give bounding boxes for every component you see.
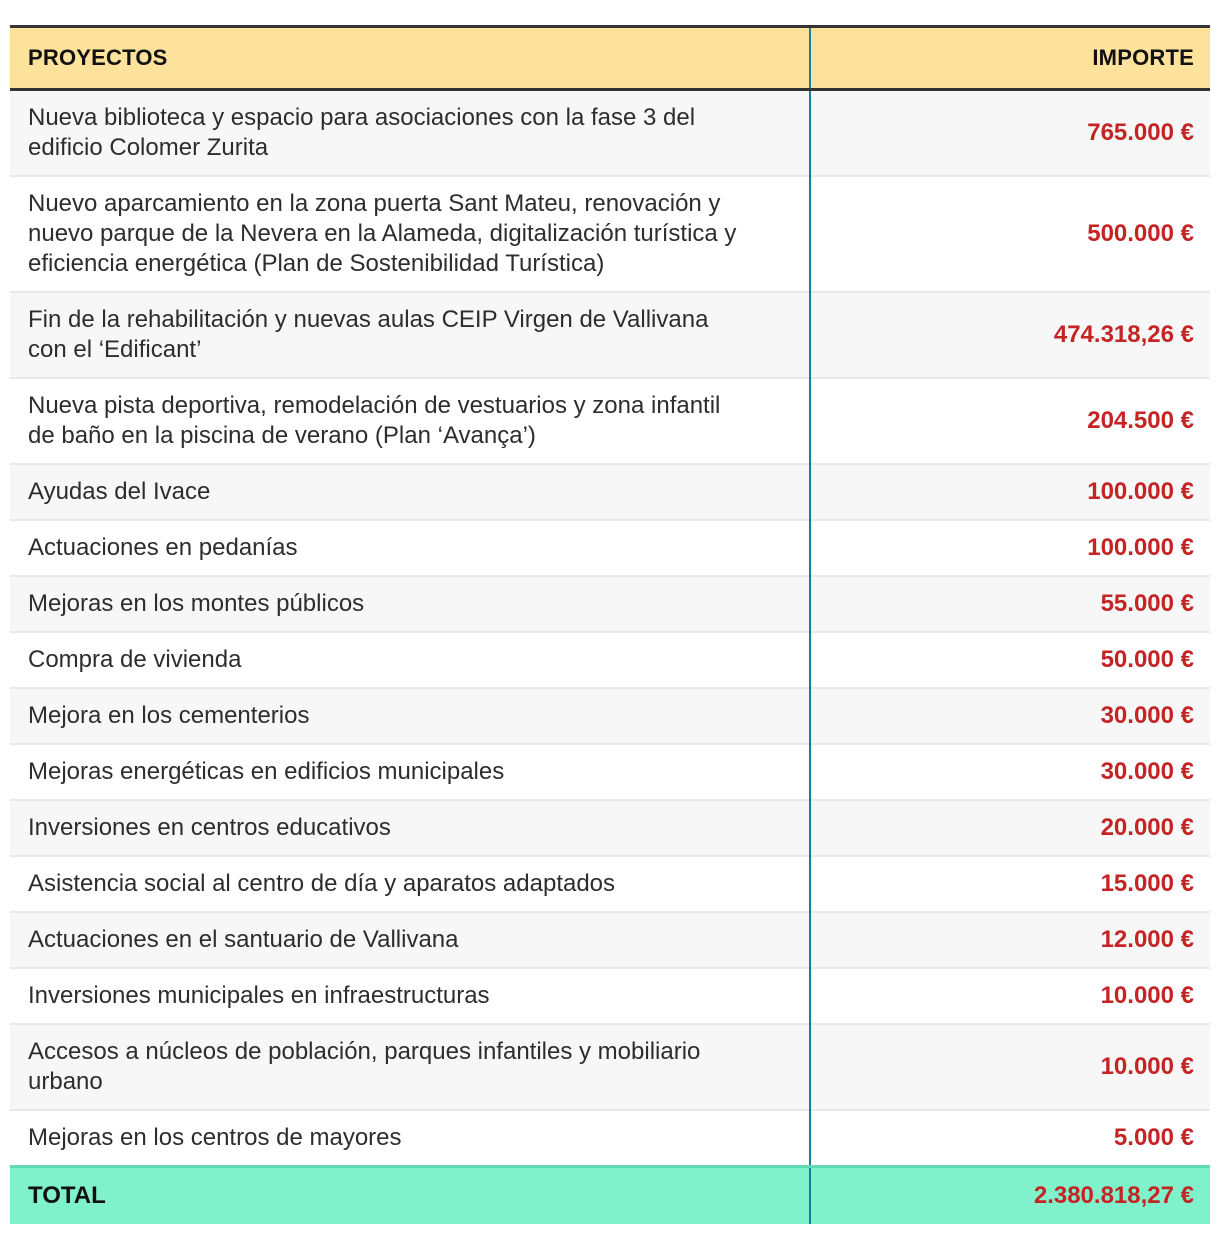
total-amount: 2.380.818,27 € (810, 1167, 1210, 1225)
table-row (10, 912, 1210, 968)
project-cell (10, 1024, 810, 1110)
project-cell (10, 968, 810, 1024)
table-row (10, 800, 1210, 856)
table-row (10, 1110, 1210, 1167)
column-header-proyectos: PROYECTOS (10, 27, 810, 90)
table-row (10, 464, 1210, 520)
table-row (10, 576, 1210, 632)
amount-cell: 100.000 € (810, 464, 1210, 520)
amount-cell: 20.000 € (810, 800, 1210, 856)
project-name: Nueva biblioteca y espacio para asociaciones con la fase 3 del edificio Colomer Zurita (28, 104, 696, 161)
project-name: Actuaciones en el santuario de Vallivana (28, 926, 459, 953)
amount-cell: 12.000 € (810, 912, 1210, 968)
amount-cell: 100.000 € (810, 520, 1210, 576)
projects-budget-table (10, 25, 1210, 1224)
project-name: Compra de vivienda (28, 646, 242, 673)
project-name: Nueva pista deportiva, remodelación de vestuarios y zona infantil de baño en la piscina de verano (Plan ‘Avança’) (28, 392, 721, 449)
project-cell (10, 744, 810, 800)
project-name: Inversiones municipales en infraestructuras (28, 982, 490, 1009)
amount-cell: 500.000 € (810, 176, 1210, 292)
project-name: Mejoras energéticas en edificios municipales (28, 758, 505, 785)
table-row (10, 520, 1210, 576)
project-cell (10, 176, 810, 292)
header-row (10, 27, 1210, 90)
table-row (10, 1024, 1210, 1110)
total-label: TOTAL (10, 1167, 810, 1225)
amount-cell: 55.000 € (810, 576, 1210, 632)
amount-cell: 30.000 € (810, 744, 1210, 800)
project-cell (10, 856, 810, 912)
project-name: Fin de la rehabilitación y nuevas aulas CEIP Virgen de Vallivana con el ‘Edificant’ (28, 306, 709, 363)
amount-cell: 204.500 € (810, 378, 1210, 464)
table-header (10, 27, 1210, 90)
project-name: Mejora en los cementerios (28, 702, 310, 729)
amount-cell: 5.000 € (810, 1110, 1210, 1167)
amount-cell: 50.000 € (810, 632, 1210, 688)
project-cell (10, 688, 810, 744)
project-name: Mejoras en los montes públicos (28, 590, 365, 617)
total-row (10, 1167, 1210, 1225)
table-row (10, 90, 1210, 177)
project-name: Ayudas del Ivace (28, 478, 211, 505)
project-name: Mejoras en los centros de mayores (28, 1124, 402, 1151)
table-row (10, 744, 1210, 800)
table-row (10, 968, 1210, 1024)
amount-cell: 15.000 € (810, 856, 1210, 912)
project-cell (10, 632, 810, 688)
table-row (10, 176, 1210, 292)
amount-cell: 474.318,26 € (810, 292, 1210, 378)
table-row (10, 632, 1210, 688)
column-header-importe: IMPORTE (810, 27, 1210, 90)
project-name: Accesos a núcleos de población, parques infantiles y mobiliario urbano (28, 1038, 701, 1095)
table-row (10, 378, 1210, 464)
amount-cell: 10.000 € (810, 1024, 1210, 1110)
project-name: Actuaciones en pedanías (28, 534, 298, 561)
table-row (10, 856, 1210, 912)
project-name: Nuevo aparcamiento en la zona puerta Sant Mateu, renovación y nuevo parque de la Nevera en la Alameda, digitalización turística y eficiencia energética (Plan de Sostenibilidad Turística) (28, 190, 737, 277)
project-cell (10, 1110, 810, 1167)
project-name: Inversiones en centros educativos (28, 814, 391, 841)
project-cell (10, 520, 810, 576)
project-cell (10, 464, 810, 520)
table-body (10, 90, 1210, 1167)
projects-budget-table-container (10, 25, 1210, 1224)
amount-cell: 765.000 € (1087, 119, 1194, 146)
project-cell (10, 800, 810, 856)
project-cell (10, 912, 810, 968)
project-cell (10, 292, 810, 378)
amount-cell: 30.000 € (810, 688, 1210, 744)
project-cell (10, 90, 810, 177)
project-cell (10, 576, 810, 632)
table-row (10, 292, 1210, 378)
amount-cell: 10.000 € (810, 968, 1210, 1024)
project-cell (10, 378, 810, 464)
project-name: Asistencia social al centro de día y aparatos adaptados (28, 870, 616, 897)
table-row (10, 688, 1210, 744)
table-footer (10, 1167, 1210, 1225)
